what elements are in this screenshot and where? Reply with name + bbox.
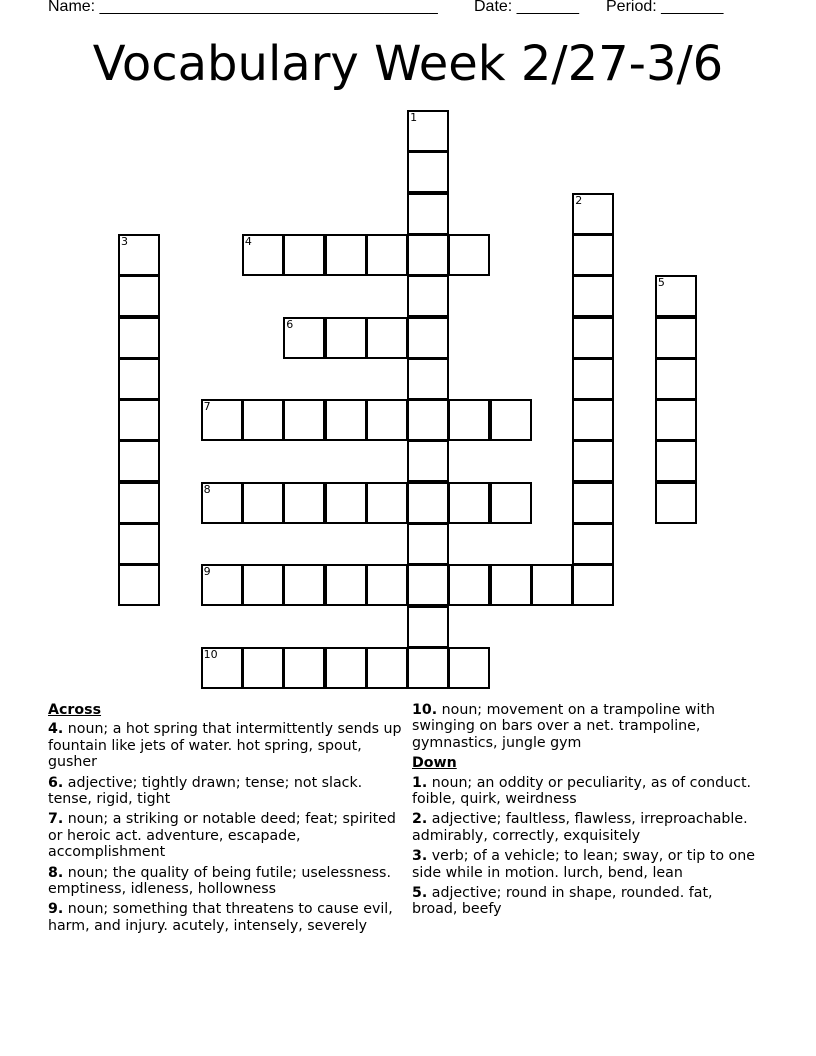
crossword-cell[interactable] <box>118 523 160 565</box>
crossword-cell[interactable] <box>325 482 367 524</box>
clue-text: noun; an oddity or peculiarity, as of conduct. foible, quirk, weirdness <box>412 774 752 808</box>
crossword-cell[interactable] <box>366 399 408 441</box>
crossword-cell[interactable] <box>201 399 243 441</box>
crossword-cell[interactable] <box>407 399 449 441</box>
crossword-cell[interactable] <box>366 564 408 606</box>
clue-number: 3. <box>412 848 428 865</box>
cell-number: 1 <box>410 111 418 124</box>
crossword-cell[interactable] <box>655 440 697 482</box>
cell-number: 6 <box>286 317 294 331</box>
crossword-cell[interactable] <box>407 193 449 235</box>
clue-text: noun; something that threatens to cause evil, harm, and injury. acutely, intensely, severely <box>48 901 393 934</box>
crossword-cell[interactable] <box>572 358 614 400</box>
crossword-cell[interactable] <box>407 606 449 648</box>
crossword-cell[interactable] <box>655 358 697 400</box>
clue-number: 4. <box>48 721 64 738</box>
down-heading: Down <box>412 755 457 772</box>
clue-down-2 <box>412 811 762 844</box>
clue-across-4 <box>48 721 408 770</box>
clue-text: noun; movement on a trampoline with swinging on bars over a net. trampoline, gymnastics, jungle gym <box>412 702 716 751</box>
clue-text: verb; of a vehicle; to lean; sway, or tip to one side while in motion. lurch, bend, lean <box>412 848 755 881</box>
crossword-cell[interactable] <box>407 234 449 276</box>
clue-text: adjective; tightly drawn; tense; not slack. tense, rigid, tight <box>48 774 363 808</box>
clue-number: 5. <box>412 885 428 902</box>
crossword-cell[interactable] <box>448 482 490 524</box>
crossword-cell[interactable] <box>118 482 160 524</box>
crossword-cell[interactable] <box>572 564 614 606</box>
cell-number: 10 <box>203 647 218 661</box>
crossword-cell[interactable] <box>283 647 325 689</box>
crossword-cell[interactable] <box>655 399 697 441</box>
clue-across-6 <box>48 775 408 808</box>
crossword-cell[interactable] <box>201 564 243 606</box>
crossword-cell[interactable] <box>366 647 408 689</box>
crossword-cell[interactable] <box>655 317 697 359</box>
crossword-cell[interactable] <box>283 564 325 606</box>
crossword-cell[interactable] <box>283 482 325 524</box>
page-title: Vocabulary Week 2/27-3/6 <box>92 36 724 92</box>
clue-number: 1. <box>412 774 428 791</box>
crossword-cell[interactable] <box>407 110 449 152</box>
clue-text: noun; the quality of being futile; uselessness. emptiness, idleness, hollowness <box>48 864 391 898</box>
cell-number: 4 <box>244 234 252 248</box>
crossword-cell[interactable] <box>407 564 449 606</box>
crossword-cell[interactable] <box>283 234 325 276</box>
crossword-cell[interactable] <box>118 234 160 276</box>
clue-number: 7. <box>48 811 64 828</box>
cell-number: 9 <box>203 565 211 579</box>
crossword-cell[interactable] <box>118 399 160 441</box>
crossword-cell[interactable] <box>118 275 160 317</box>
crossword-cell[interactable] <box>448 399 490 441</box>
clue-down-5 <box>412 885 762 918</box>
clues-right-column <box>412 702 762 922</box>
crossword-cell[interactable] <box>407 440 449 482</box>
crossword-cell[interactable] <box>242 482 284 524</box>
cell-number: 5 <box>657 276 665 290</box>
crossword-cell[interactable] <box>407 482 449 524</box>
crossword-cell[interactable] <box>325 564 367 606</box>
crossword-cell[interactable] <box>366 317 408 359</box>
crossword-cell[interactable] <box>448 564 490 606</box>
crossword-cell[interactable] <box>490 399 532 441</box>
crossword-cell[interactable] <box>118 317 160 359</box>
across-heading: Across <box>48 702 102 718</box>
crossword-cell[interactable] <box>242 399 284 441</box>
crossword-cell[interactable] <box>572 234 614 276</box>
clue-number: 6. <box>48 774 64 791</box>
clue-text: noun; a hot spring that intermittently sends up fountain like jets of water. hot spring, spout, gusher <box>48 721 402 771</box>
crossword-cell[interactable] <box>655 482 697 524</box>
crossword-cell[interactable] <box>572 193 614 235</box>
clue-across-9 <box>48 901 408 934</box>
crossword-cell[interactable] <box>118 564 160 606</box>
crossword-cell[interactable] <box>407 523 449 565</box>
crossword-cell[interactable] <box>201 482 243 524</box>
crossword-cell[interactable] <box>407 151 449 193</box>
crossword-cell[interactable] <box>655 275 697 317</box>
crossword-cell[interactable] <box>572 399 614 441</box>
period-field-label: Period: _______ <box>606 0 724 15</box>
clue-text: adjective; round in shape, rounded. fat, broad, beefy <box>412 885 713 918</box>
cell-number: 3 <box>121 234 128 248</box>
crossword-cell[interactable] <box>201 647 243 689</box>
clue-across-7 <box>48 811 408 860</box>
crossword-cell[interactable] <box>490 564 532 606</box>
crossword-cell[interactable] <box>572 482 614 524</box>
clue-across-8 <box>48 865 408 898</box>
crossword-cell[interactable] <box>490 482 532 524</box>
crossword-cell[interactable] <box>118 358 160 400</box>
crossword-cell[interactable] <box>407 317 449 359</box>
clue-down-1 <box>412 775 762 808</box>
crossword-cell[interactable] <box>572 523 614 565</box>
cell-number: 2 <box>575 193 583 207</box>
clue-number: 2. <box>412 811 428 828</box>
clue-number: 10. <box>412 702 438 718</box>
crossword-cell[interactable] <box>118 440 160 482</box>
crossword-cell[interactable] <box>366 234 408 276</box>
crossword-cell[interactable] <box>242 647 284 689</box>
clue-text: noun; a striking or notable deed; feat; spirited or heroic act. adventure, escapade, accomplishment <box>48 811 396 861</box>
crossword-cell[interactable] <box>407 647 449 689</box>
clue-number: 8. <box>48 864 64 881</box>
clue-across-10 <box>412 702 762 751</box>
crossword-cell[interactable] <box>325 399 367 441</box>
crossword-cell[interactable] <box>407 275 449 317</box>
crossword-cell[interactable] <box>448 234 490 276</box>
clues-left-column <box>48 702 408 938</box>
date-field-label: Date: _______ <box>474 0 579 15</box>
crossword-cell[interactable] <box>325 647 367 689</box>
crossword-cell[interactable] <box>366 482 408 524</box>
crossword-cell[interactable] <box>448 647 490 689</box>
crossword-cell[interactable] <box>572 440 614 482</box>
crossword-cell[interactable] <box>407 358 449 400</box>
crossword-cell[interactable] <box>242 234 284 276</box>
crossword-cell[interactable] <box>531 564 573 606</box>
clue-text: adjective; faultless, flawless, irreproachable. admirably, correctly, exquisitely <box>412 811 748 844</box>
crossword-cell[interactable] <box>572 275 614 317</box>
cell-number: 8 <box>203 482 211 496</box>
name-field-label: Name: ______________________________________ <box>48 0 438 15</box>
crossword-cell[interactable] <box>572 317 614 359</box>
cell-number: 7 <box>203 400 211 414</box>
crossword-cell[interactable] <box>325 317 367 359</box>
crossword-cell[interactable] <box>325 234 367 276</box>
clue-number: 9. <box>48 901 64 918</box>
clue-down-3 <box>412 848 762 881</box>
crossword-cell[interactable] <box>283 399 325 441</box>
crossword-cell[interactable] <box>242 564 284 606</box>
crossword-cell[interactable] <box>283 317 325 359</box>
